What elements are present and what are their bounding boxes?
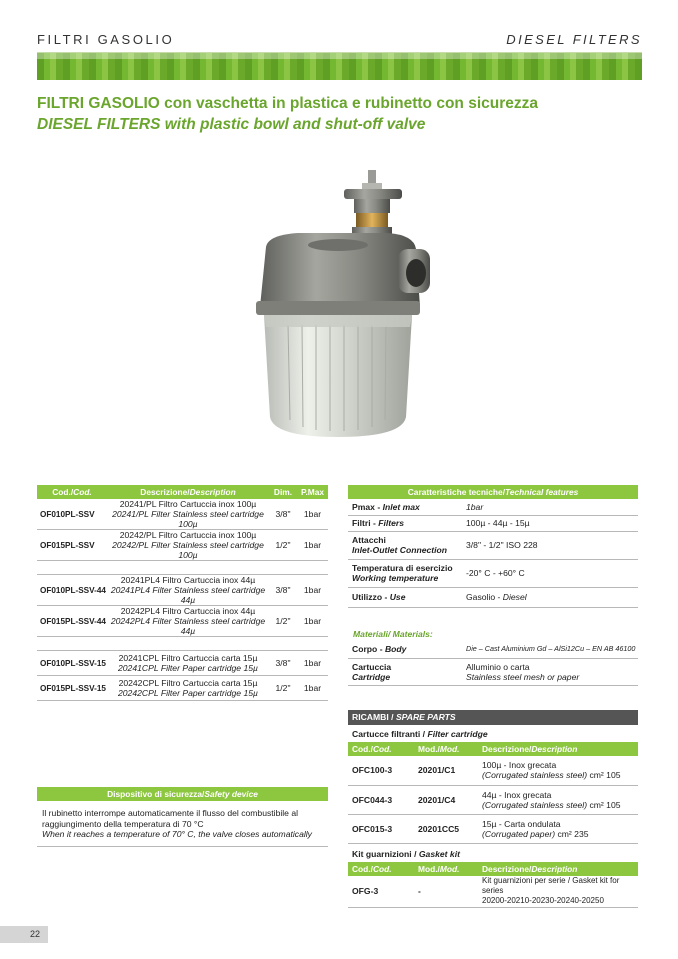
safety-device-header: Dispositivo di sicurezza/Safety device bbox=[37, 787, 328, 801]
table-row: OF010PL-SSV 20241/PL Filtro Cartuccia inox 100µ 20241/PL Filter Stainless steel cartridge 100µ 3/8" 1bar bbox=[37, 499, 328, 530]
table-row: Utilizzo - Use Gasolio - Diesel bbox=[348, 587, 638, 607]
table-row: Temperatura di esercizio Working temperature -20° C - +60° C bbox=[348, 559, 638, 587]
table-header-row: Cod./Cod. Mod./Mod. Descrizione/Description bbox=[348, 742, 638, 756]
table-row: Attacchi Inlet-Outlet Connection 3/8" - 1/2" ISO 228 bbox=[348, 531, 638, 559]
table-row: OFC015-3 20201CC5 15µ - Carta ondulata (Corrugated paper) cm² 235 bbox=[348, 814, 638, 843]
table-row: Corpo - Body Die – Cast Aluminium Gd – AlSi12Cu – EN AB 46100 bbox=[348, 641, 638, 658]
divider bbox=[37, 846, 328, 847]
table-row: Filtri - Filters 100µ - 44µ - 15µ bbox=[348, 515, 638, 531]
table-header-row: Cod./Cod. Descrizione/Description Dim. P.Max bbox=[37, 485, 328, 499]
table-row: OF010PL-SSV-44 20241PL4 Filtro Cartuccia inox 44µ 20241PL4 Filter Stainless steel cartridge 44µ 3/8" 1bar bbox=[37, 575, 328, 606]
materials-label: Materiali/ Materials: bbox=[353, 629, 433, 639]
table-row: OF010PL-SSV-15 20241CPL Filtro Cartuccia carta 15µ 20241CPL Filter Paper cartridge 15µ 3/8" 1bar bbox=[37, 651, 328, 676]
table-header-row: Cod./Cod. Mod./Mod. Descrizione/Description bbox=[348, 862, 638, 876]
spare-cartridge-table bbox=[348, 742, 638, 844]
product-title-en: DIESEL FILTERS with plastic bowl and shut-off valve bbox=[37, 116, 426, 133]
table-row: OF015PL-SSV-15 20242CPL Filtro Cartuccia carta 15µ 20242CPL Filter Paper cartridge 15µ 1/2" 1bar bbox=[37, 676, 328, 701]
gasket-kit-table bbox=[348, 862, 638, 908]
filter-cartridges-label: Cartucce filtranti / Filter cartridge bbox=[352, 729, 488, 739]
diesel-filter-photo bbox=[238, 165, 438, 455]
table-row: OFC044-3 20201/C4 44µ - Inox grecata (Corrugated stainless steel) cm² 105 bbox=[348, 785, 638, 814]
materials-table bbox=[348, 641, 638, 686]
table-row: OFC100-3 20201/C1 100µ - Inox grecata (Corrugated stainless steel) cm² 105 bbox=[348, 756, 638, 785]
product-table bbox=[37, 485, 328, 701]
section-title-it: FILTRI GASOLIO bbox=[37, 32, 175, 47]
table-row: Cartuccia Cartridge Alluminio o carta Stainless steel mesh or paper bbox=[348, 658, 638, 685]
table-row: OF015PL-SSV 20242/PL Filtro Cartuccia inox 100µ 20242/PL Filter Stainless steel cartridge 100µ 1/2" 1bar bbox=[37, 530, 328, 561]
table-row: OF015PL-SSV-44 20242PL4 Filtro Cartuccia inox 44µ 20242PL4 Filter Stainless steel cartridge 44µ 1/2" 1bar bbox=[37, 606, 328, 637]
table-row: Pmax - Inlet max 1bar bbox=[348, 499, 638, 515]
technical-features-table bbox=[348, 485, 638, 608]
table-header-row: Caratteristiche tecniche/Technical features bbox=[348, 485, 638, 499]
gasket-kit-label: Kit guarnizioni / Gasket kit bbox=[352, 849, 460, 859]
header-stripe-bar bbox=[37, 52, 642, 80]
product-title-it: FILTRI GASOLIO con vaschetta in plastica e rubinetto con sicurezza bbox=[37, 95, 538, 112]
table-row: OFG-3 - Kit guarnizioni per serie / Gasket kit for series 20200-20210-20230-20240-20250 bbox=[348, 876, 638, 907]
safety-device-text: Il rubinetto interrompe automaticamente il flusso del combustibile al raggiungimento della temperatura di 70 °C When it reaches a temperature of 70° C, the valve closes automatically bbox=[42, 808, 312, 839]
page-number: 22 bbox=[0, 926, 48, 943]
section-title-en: DIESEL FILTERS bbox=[506, 32, 642, 47]
spare-parts-header: RICAMBI / SPARE PARTS bbox=[348, 710, 638, 725]
